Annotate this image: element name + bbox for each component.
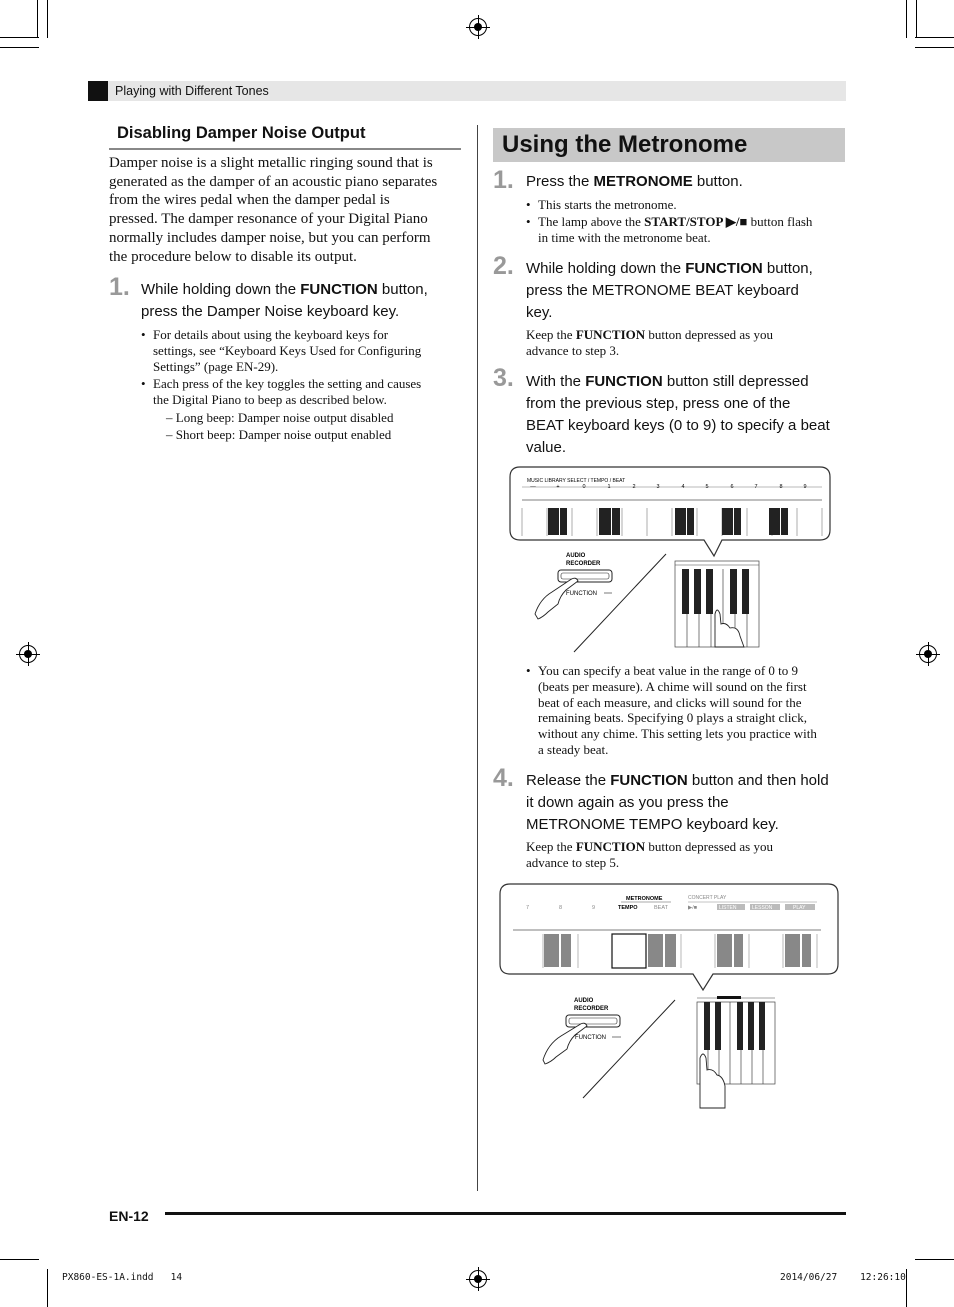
registration-mark-icon	[469, 1270, 487, 1288]
step-bold: FUNCTION	[300, 281, 378, 298]
crop-mark	[915, 47, 954, 48]
step-text: button.	[692, 173, 743, 190]
key-label: 5	[705, 484, 709, 490]
crop-mark	[0, 1259, 39, 1260]
key-label: 1	[607, 484, 611, 490]
note-text: Keep the	[526, 327, 576, 342]
intro-line: normally includes damper noise, but you can perform	[109, 229, 431, 246]
tempo-label: TEMPO	[618, 905, 638, 911]
left-bullet: • Each press of the key toggles the setting and causes the Digital Piano to beep as described below.	[153, 376, 458, 408]
key-label: 7	[526, 905, 530, 911]
step-text: from the previous step, press one of the	[526, 395, 791, 412]
bullet-line: in time with the metronome beat.	[538, 229, 711, 245]
print-date: 2014/06/27 12:26:10	[780, 1272, 906, 1283]
key-label: 6	[730, 484, 734, 490]
header-section-label: Playing with Different Tones	[115, 84, 269, 98]
step-text: With the	[526, 373, 586, 390]
bullet-line: beat of each measure, and clicks will sound for the	[538, 694, 802, 710]
crop-mark	[0, 37, 39, 38]
lesson-label: LESSON	[752, 905, 773, 911]
crop-mark	[0, 47, 39, 48]
note-text: advance to step 5.	[526, 854, 620, 870]
step-text: value.	[526, 439, 567, 456]
registration-mark-icon	[919, 645, 937, 663]
intro-line: pressed. The damper resonance of your Digital Piano	[109, 211, 428, 228]
key-label: 9	[592, 905, 596, 911]
crop-mark	[906, 1269, 907, 1307]
note-text: button depressed as you	[645, 327, 773, 342]
registration-mark-icon	[19, 645, 37, 663]
page-number: EN-12	[109, 1208, 149, 1224]
bullet-line: Settings” (page EN-29).	[153, 358, 279, 374]
bullet-line: remaining beats. Specifying 0 plays a straight click,	[538, 710, 807, 726]
step-number: 1.	[493, 166, 514, 194]
registration-mark-icon	[469, 18, 487, 36]
function-label: FUNCTION	[575, 1035, 606, 1041]
step-text: press the METRONOME BEAT keyboard	[526, 282, 799, 299]
right-step3-text	[526, 371, 851, 459]
left-step1-text	[141, 279, 461, 323]
file-info: PX860-ES-1A.indd 14	[62, 1272, 183, 1283]
step-text: METRONOME TEMPO keyboard key.	[526, 816, 779, 833]
step-text: button still depressed	[662, 373, 809, 390]
bullet-line: This starts the metronome.	[538, 197, 677, 212]
step-text: While holding down the	[141, 281, 301, 298]
bullet-line: without any chime. This setting lets you practice with	[538, 726, 817, 742]
key-label: 9	[803, 484, 807, 490]
key-label: +	[556, 484, 560, 490]
key-label: 2	[632, 484, 636, 490]
crop-mark	[916, 0, 917, 38]
running-header	[88, 81, 846, 101]
intro-line: generated as the damper of an acoustic piano separates	[109, 173, 438, 190]
note-text: Keep the	[526, 839, 576, 854]
beat-keys-illustration	[500, 464, 840, 664]
bullet-line: the Digital Piano to beep as described below.	[153, 391, 387, 407]
key-label: 0	[582, 484, 586, 490]
step-note	[526, 839, 846, 871]
right-bullet: • This starts the metronome.	[538, 197, 848, 213]
bullet-line: You can specify a beat value in the range of 0 to 9	[538, 663, 799, 678]
audio-label: AUDIO	[566, 553, 586, 559]
note-text: advance to step 3.	[526, 342, 620, 358]
right-step1-text	[526, 171, 846, 193]
crop-mark	[915, 1259, 954, 1260]
right-bullet: • The lamp above the START/STOP ▶/■ button flash in time with the metronome beat.	[538, 214, 848, 246]
tempo-key-illustration	[495, 880, 845, 1112]
header-square	[88, 81, 108, 101]
dash-line: – Long beep: Damper noise output disabled	[166, 410, 394, 425]
listen-label: LISTEN	[719, 905, 737, 911]
key-label: 7	[754, 484, 758, 490]
step-text: While holding down the	[526, 260, 686, 277]
bullet-line: (beats per measure). A chime will sound on the first	[538, 678, 807, 694]
right-step4-text	[526, 770, 851, 836]
note-bold: FUNCTION	[575, 327, 646, 342]
step-bold: FUNCTION	[610, 772, 688, 789]
recorder-label: RECORDER	[574, 1006, 609, 1012]
step-bold: FUNCTION	[585, 373, 663, 390]
column-divider	[477, 125, 478, 1191]
bullet-text: button flash	[747, 214, 813, 229]
bullet-line: settings, see “Keyboard Keys Used for Configuring	[153, 342, 422, 358]
bullet-bold: START/STOP ▶/■	[644, 214, 748, 229]
step-text: BEAT keyboard keys (0 to 9) to specify a beat	[526, 417, 830, 434]
metronome-label: METRONOME	[626, 896, 663, 902]
crop-mark	[47, 1269, 48, 1307]
step-number: 3.	[493, 364, 514, 392]
step-number: 2.	[493, 252, 514, 280]
step-text: it down again as you press the	[526, 794, 729, 811]
left-bullet: • For details about using the keyboard keys for settings, see “Keyboard Keys Used for Configuring Settings” (page EN-29).	[153, 327, 458, 374]
step-bold: METRONOME	[593, 173, 693, 190]
key-label: 4	[681, 484, 685, 490]
audio-label: AUDIO	[574, 998, 594, 1004]
strip-label: MUSIC LIBRARY SELECT / TEMPO / BEAT	[527, 478, 626, 484]
function-label: FUNCTION	[566, 591, 597, 597]
step-text: Release the	[526, 772, 611, 789]
play-label: PLAY	[793, 905, 806, 911]
step-number: 1.	[109, 273, 130, 301]
left-heading: Disabling Damper Noise Output	[117, 124, 366, 142]
bullet-line: Each press of the key toggles the setting and causes	[153, 376, 422, 391]
bullet-text: The lamp above the	[538, 214, 645, 229]
key-label: 3	[656, 484, 660, 490]
step-text: button,	[377, 281, 428, 298]
step-number: 4.	[493, 764, 514, 792]
note-bold: FUNCTION	[575, 839, 646, 854]
beat-range-bullet: • You can specify a beat value in the range of 0 to 9 (beats per measure). A chime will sound on the first beat of each measure, and clicks will sound for the remaining beats. Specifying 0 plays a straight click, without any chime. This setting lets you practice with a steady beat.	[538, 663, 848, 758]
key-label: 8	[559, 905, 563, 911]
section-title-bar	[493, 128, 845, 162]
step-text: press the Damper Noise keyboard key.	[141, 303, 400, 320]
step-text: Press the	[526, 173, 594, 190]
beat-label: BEAT	[654, 905, 668, 911]
crop-mark	[915, 37, 954, 38]
bullet-line: a steady beat.	[538, 741, 609, 757]
left-dash-list	[166, 409, 466, 443]
note-text: button depressed as you	[645, 839, 773, 854]
dash-line: – Short beep: Damper noise output enabled	[166, 427, 392, 442]
right-step2-text	[526, 258, 846, 324]
play-stop-label: ▶/■	[688, 905, 698, 911]
crop-mark	[37, 0, 38, 38]
crop-mark	[906, 0, 907, 38]
recorder-label: RECORDER	[566, 561, 601, 567]
concert-play-label: CONCERT PLAY	[688, 895, 727, 901]
step-text: button,	[762, 260, 813, 277]
step-bold: FUNCTION	[685, 260, 763, 277]
key-label: 8	[779, 484, 783, 490]
left-intro	[109, 154, 461, 266]
section-title: Using the Metronome	[502, 131, 748, 158]
bullet-line: For details about using the keyboard keys for	[153, 327, 389, 342]
heading-underline	[109, 148, 461, 150]
intro-line: from the wires pedal when the damper pedal is	[109, 192, 390, 209]
intro-line: Damper noise is a slight metallic ringing sound that is	[109, 155, 433, 171]
footer-rule	[165, 1212, 846, 1215]
key-label: —	[530, 484, 536, 490]
step-text: key.	[526, 304, 553, 321]
crop-mark	[47, 0, 48, 38]
step-note	[526, 327, 846, 359]
step-text: button and then hold	[687, 772, 829, 789]
intro-line: the procedure below to disable its output.	[109, 248, 357, 265]
